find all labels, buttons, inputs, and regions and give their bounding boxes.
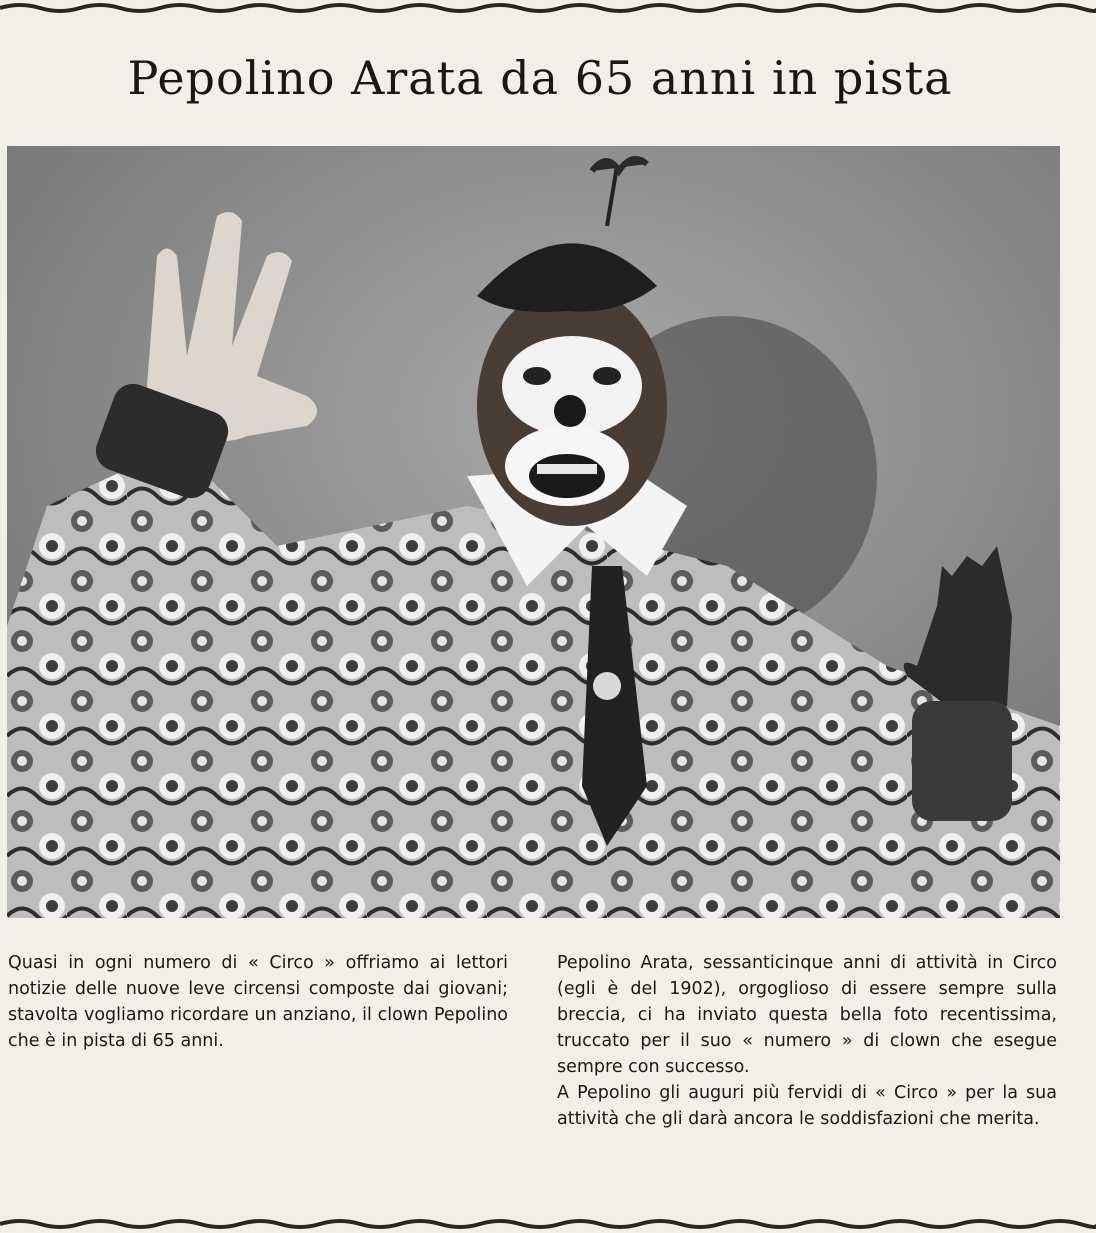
article-title: Pepolino Arata da 65 anni in pista — [127, 51, 953, 105]
article-left-column: Quasi in ogni numero di « Circo » offriamo ai lettori notizie delle nuove leve circensi composte dai giovani; stavolta vogliamo ricordare un anziano, il clown Pepolino che è in pista di 65 anni. — [8, 953, 508, 1051]
article-paragraph-2: A Pepolino gli auguri più fervidi di « Circo » per la sua attività che gli darà ancora le soddisfazioni che merita. — [557, 1083, 1057, 1129]
top-decorative-rule — [0, 0, 1096, 16]
bottom-decorative-rule — [0, 1216, 1096, 1232]
article-right-column — [557, 950, 1057, 1132]
article-paragraph-1: Pepolino Arata, sessanticinque anni di attività in Circo (egli è del 1902), orgoglioso di essere sempre sulla breccia, ci ha inviato questa bella foto recentissima, truccato per il suo « numero » di clown che esegue sempre con successo. — [557, 953, 1057, 1077]
clown-photo — [7, 146, 1060, 918]
